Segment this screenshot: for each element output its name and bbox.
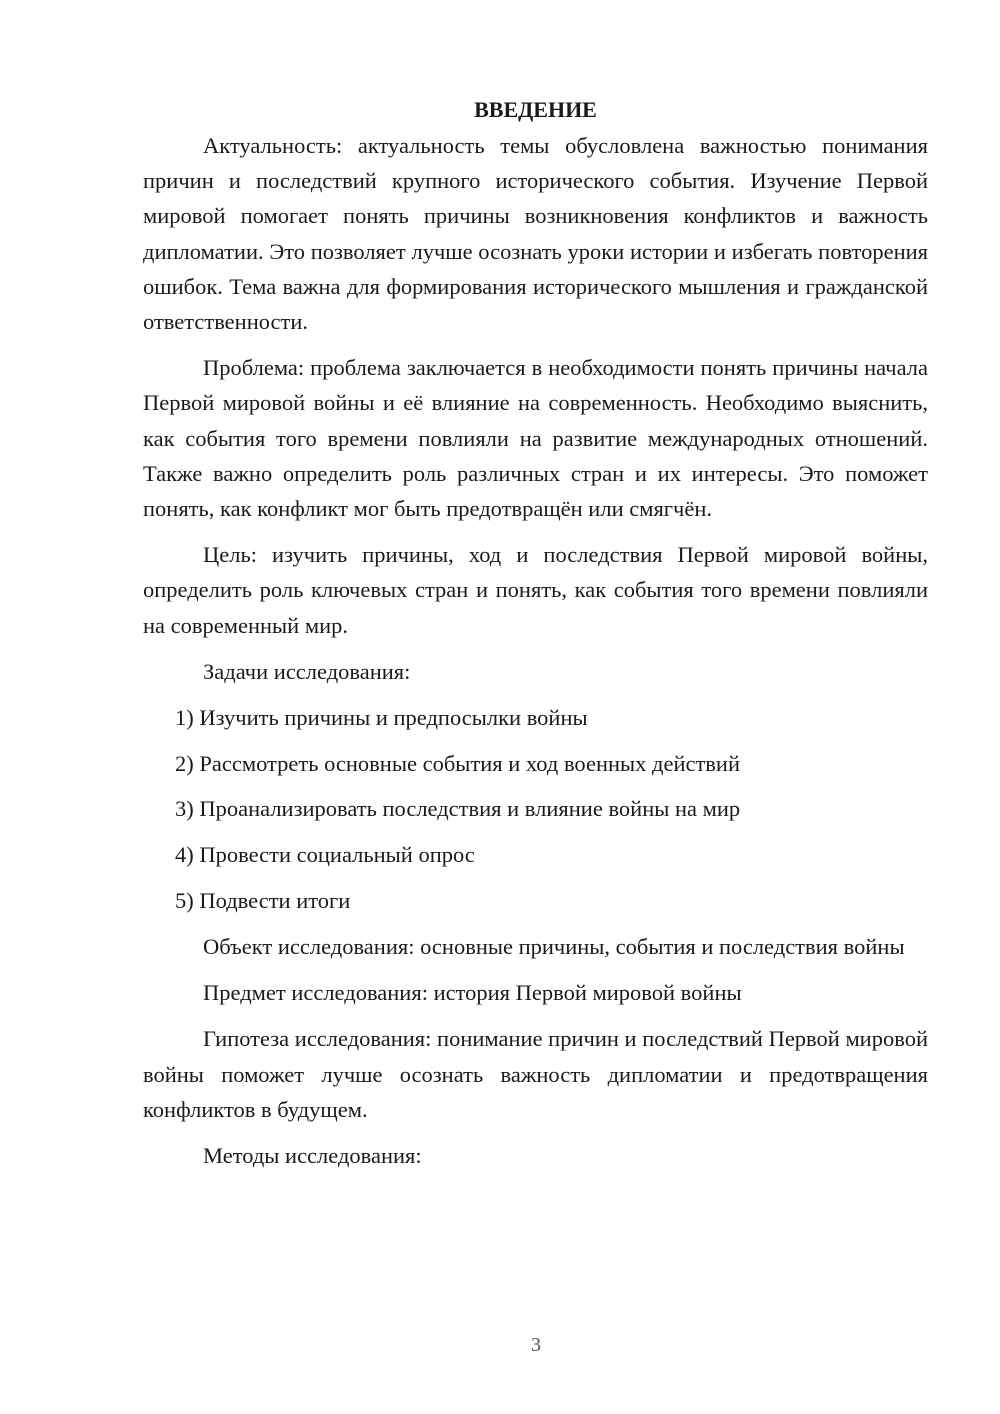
document-page bbox=[143, 92, 928, 1184]
relevance-paragraph: Актуальность: актуальность темы обусловлена важностью понимания причин и последствий крупного исторического события. Изучение Первой мировой помогает понять причины возникновения конфликтов и важность дипломатии. Это позволяет лучше осознать уроки истории и избегать повторения ошибок. Тема важна для формирования исторического мышления и гражданской ответственности. bbox=[143, 133, 928, 335]
task-item: 2) Рассмотреть основные события и ход военных действий bbox=[175, 750, 741, 776]
tasks-list bbox=[143, 700, 928, 918]
task-item: 4) Провести социальный опрос bbox=[175, 842, 475, 868]
task-item: 1) Изучить причины и предпосылки войны bbox=[175, 705, 588, 731]
page-number: 3 bbox=[531, 1334, 541, 1356]
tasks-heading: Задачи исследования: bbox=[203, 658, 411, 684]
problem-paragraph: Проблема: проблема заключается в необходимости понять причины начала Первой мировой войны и её влияние на современность. Необходимо выяснить, как события того времени повлияли на развитие международных отношений. Также важно определить роль различных стран и их интересы. Это поможет понять, как конфликт мог быть предотвращён или смягчён. bbox=[143, 355, 928, 522]
object-paragraph: Объект исследования: основные причины, события и последствия войны bbox=[203, 934, 905, 960]
task-item: 3) Проанализировать последствия и влияние войны на мир bbox=[175, 796, 741, 822]
goal-paragraph: Цель: изучить причины, ход и последствия Первой мировой войны, определить роль ключевых стран и понять, как события того времени повлияли на современный мир. bbox=[143, 542, 928, 638]
task-item: 5) Подвести итоги bbox=[175, 887, 351, 913]
hypothesis-paragraph: Гипотеза исследования: понимание причин и последствий Первой мировой войны поможет лучше осознать важность дипломатии и предотвращения конфликтов в будущем. bbox=[143, 1026, 928, 1122]
subject-paragraph: Предмет исследования: история Первой мировой войны bbox=[203, 980, 742, 1006]
section-title: ВВЕДЕНИЕ bbox=[474, 97, 597, 122]
methods-heading: Методы исследования: bbox=[203, 1143, 422, 1169]
